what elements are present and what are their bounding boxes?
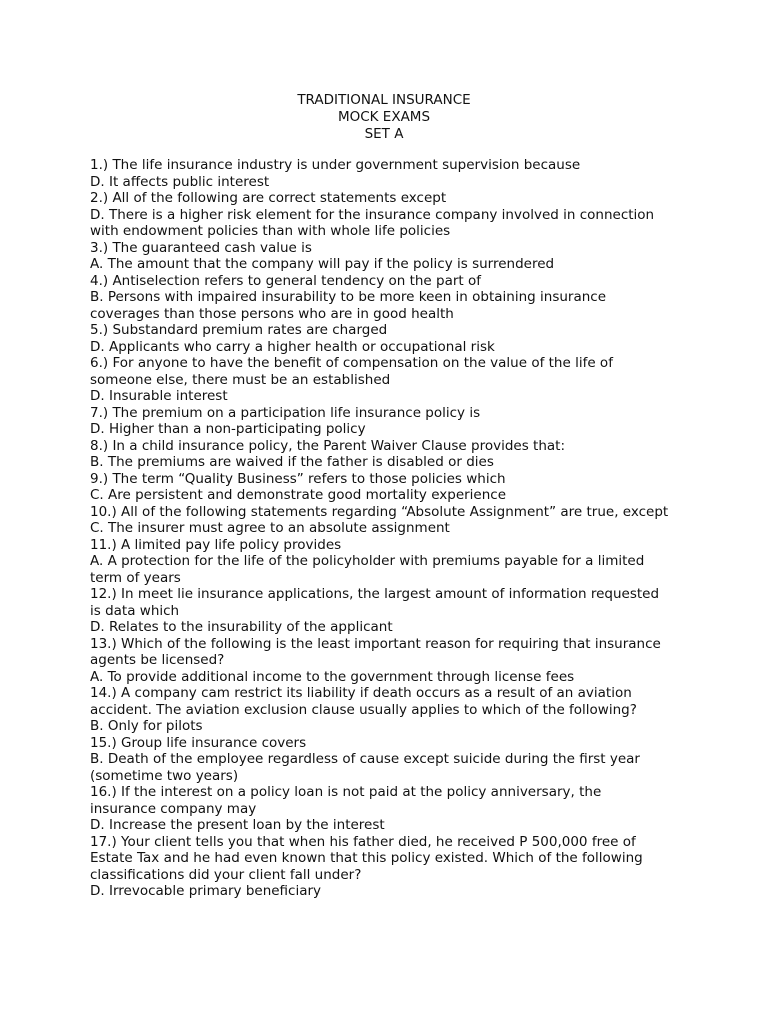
answer-text: D. Increase the present loan by the interest: [90, 817, 385, 833]
question-item-3: [90, 240, 670, 273]
question-item-11: [90, 537, 670, 587]
answer-text: B. Only for pilots: [90, 718, 203, 734]
question-text: 11.) A limited pay life policy provides: [90, 536, 342, 553]
question-item-6: [90, 355, 670, 405]
question-text: 4.) Antiselection refers to general tendency on the part of: [90, 272, 482, 289]
question-text: 6.) For anyone to have the benefit of compensation on the value of the life of someone else, there must be an established: [90, 355, 613, 388]
answer-text: D. It affects public interest: [90, 173, 270, 190]
answer-text: B. Death of the employee regardless of cause except suicide during the first year (sometime two years): [90, 751, 640, 784]
question-text: 12.) In meet lie insurance applications, the largest amount of information requested is data which: [90, 586, 660, 619]
question-text: 10.) All of the following statements regarding “Absolute Assignment” are true, except: [90, 503, 669, 520]
question-text: 17.) Your client tells you that when his father died, he received P 500,000 free of Estate Tax and he had even known that this policy existed. Which of the following classifications did your client fall under?: [90, 833, 643, 883]
question-item-7: [90, 405, 670, 438]
answer-text: A. To provide additional income to the government through license fees: [90, 668, 575, 685]
document-title: [0, 92, 768, 143]
answer-text: D. Irrevocable primary beneficiary: [90, 883, 322, 899]
answer-text: A. A protection for the life of the policyholder with premiums payable for a limited term of years: [90, 553, 645, 586]
question-item-2: [90, 190, 670, 240]
question-item-8: [90, 438, 670, 471]
question-item-12: [90, 586, 670, 636]
question-text: 13.) Which of the following is the least important reason for requiring that insurance agents be licensed?: [90, 635, 661, 668]
question-text: 3.) The guaranteed cash value is: [90, 239, 312, 256]
answer-text: D. Higher than a non-participating policy: [90, 421, 366, 437]
question-item-1: [90, 157, 670, 190]
question-item-16: [90, 784, 670, 834]
question-item-5: [90, 322, 670, 355]
title-line-3: SET A: [364, 126, 404, 142]
answer-text: D. Insurable interest: [90, 388, 228, 404]
answer-text: D. Relates to the insurability of the applicant: [90, 619, 393, 635]
question-text: 15.) Group life insurance covers: [90, 734, 307, 751]
title-line-1: TRADITIONAL INSURANCE: [297, 92, 471, 108]
question-text: 2.) All of the following are correct statements except: [90, 190, 447, 206]
answer-text: D. There is a higher risk element for the insurance company involved in connection with endowment policies than with whole life policies: [90, 206, 655, 239]
title-line-2: MOCK EXAMS: [337, 109, 431, 125]
question-item-4: [90, 273, 670, 323]
question-text: 14.) A company cam restrict its liability if death occurs as a result of an aviation accident. The aviation exclusion clause usually applies to which of the following?: [90, 685, 637, 718]
answer-text: C. The insurer must agree to an absolute assignment: [90, 520, 450, 536]
questions-list: [90, 157, 670, 900]
answer-text: D. Applicants who carry a higher health or occupational risk: [90, 338, 495, 355]
question-item-9: [90, 471, 670, 504]
question-text: 1.) The life insurance industry is under government supervision because: [90, 157, 581, 173]
question-item-15: [90, 735, 670, 785]
question-item-13: [90, 636, 670, 686]
question-item-14: [90, 685, 670, 735]
answer-text: C. Are persistent and demonstrate good mortality experience: [90, 487, 507, 503]
question-text: 5.) Substandard premium rates are charged: [90, 322, 388, 338]
question-text: 16.) If the interest on a policy loan is not paid at the policy anniversary, the insurance company may: [90, 784, 602, 817]
question-item-17: [90, 834, 670, 900]
question-text: 8.) In a child insurance policy, the Parent Waiver Clause provides that:: [90, 437, 566, 454]
question-text: 7.) The premium on a participation life insurance policy is: [90, 404, 481, 421]
question-text: 9.) The term “Quality Business” refers to those policies which: [90, 470, 506, 487]
answer-text: B. Persons with impaired insurability to be more keen in obtaining insurance coverages than those persons who are in good health: [90, 289, 607, 322]
answer-text: A. The amount that the company will pay if the policy is surrendered: [90, 256, 555, 272]
answer-text: B. The premiums are waived if the father is disabled or dies: [90, 454, 494, 470]
question-item-10: [90, 504, 670, 537]
